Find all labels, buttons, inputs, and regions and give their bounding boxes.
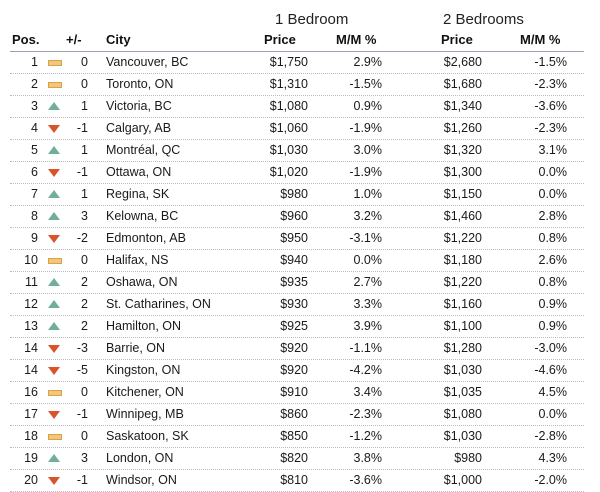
position-cell: 19 <box>24 451 38 465</box>
price-1br-cell: $980 <box>280 187 308 201</box>
table-row <box>10 118 584 140</box>
price-2br-cell: $1,100 <box>443 319 482 333</box>
change-cell: -5 <box>76 363 88 377</box>
price-2br-cell: $1,035 <box>443 385 482 399</box>
mm-1br-cell: 3.8% <box>353 451 382 465</box>
change-cell: 2 <box>81 319 88 333</box>
mm-1br-cell: -3.1% <box>349 231 382 245</box>
city-cell: Halifax, NS <box>106 253 169 267</box>
change-cell: 3 <box>81 209 88 223</box>
mm-1br-cell: 1.0% <box>353 187 382 201</box>
arrow-up-icon <box>48 322 60 330</box>
price-1br-cell: $960 <box>280 209 308 223</box>
header-price-2br: Price <box>441 32 473 47</box>
mm-1br-cell: -1.2% <box>349 429 382 443</box>
column-header-row <box>0 32 600 50</box>
position-cell: 13 <box>24 319 38 333</box>
change-cell: 1 <box>81 187 88 201</box>
change-cell: 1 <box>81 143 88 157</box>
arrow-up-icon <box>48 146 60 154</box>
table-row <box>10 448 584 470</box>
price-1br-cell: $820 <box>280 451 308 465</box>
table-row <box>10 382 584 404</box>
city-cell: Montréal, QC <box>106 143 181 157</box>
table-row <box>10 316 584 338</box>
city-cell: Kelowna, BC <box>106 209 179 223</box>
mm-2br-cell: 0.9% <box>538 319 567 333</box>
price-1br-cell: $950 <box>280 231 308 245</box>
table-row <box>10 96 584 118</box>
table-row <box>10 140 584 162</box>
change-cell: 3 <box>81 451 88 465</box>
mm-1br-cell: 0.9% <box>353 99 382 113</box>
arrow-down-icon <box>48 477 60 485</box>
mm-2br-cell: -4.6% <box>534 363 567 377</box>
mm-2br-cell: -2.3% <box>534 121 567 135</box>
position-cell: 12 <box>24 297 38 311</box>
mm-2br-cell: 2.8% <box>538 209 567 223</box>
table-row <box>10 250 584 272</box>
mm-1br-cell: 3.0% <box>353 143 382 157</box>
change-cell: -2 <box>76 231 88 245</box>
position-cell: 6 <box>31 165 38 179</box>
change-cell: -1 <box>76 407 88 421</box>
price-2br-cell: $1,220 <box>443 275 482 289</box>
mm-1br-cell: 3.3% <box>353 297 382 311</box>
price-2br-cell: $1,280 <box>443 341 482 355</box>
price-1br-cell: $1,020 <box>269 165 308 179</box>
mm-2br-cell: -2.8% <box>534 429 567 443</box>
price-2br-cell: $1,000 <box>443 473 482 487</box>
mm-1br-cell: 3.9% <box>353 319 382 333</box>
group-header-one-bedroom: 1 Bedroom <box>275 11 349 28</box>
price-2br-cell: $1,340 <box>443 99 482 113</box>
position-cell: 18 <box>24 429 38 443</box>
table-row <box>10 404 584 426</box>
table-row <box>10 272 584 294</box>
price-2br-cell: $1,460 <box>443 209 482 223</box>
position-cell: 7 <box>31 187 38 201</box>
mm-1br-cell: -1.9% <box>349 165 382 179</box>
change-cell: -1 <box>76 165 88 179</box>
city-cell: Saskatoon, SK <box>106 429 189 443</box>
mm-2br-cell: 0.0% <box>538 165 567 179</box>
position-cell: 16 <box>24 385 38 399</box>
mm-1br-cell: -2.3% <box>349 407 382 421</box>
city-cell: Kitchener, ON <box>106 385 184 399</box>
position-cell: 14 <box>24 363 38 377</box>
arrow-down-icon <box>48 125 60 133</box>
change-cell: -1 <box>76 473 88 487</box>
change-cell: 2 <box>81 297 88 311</box>
city-cell: Regina, SK <box>106 187 170 201</box>
arrow-up-icon <box>48 278 60 286</box>
price-2br-cell: $1,160 <box>443 297 482 311</box>
position-cell: 4 <box>31 121 38 135</box>
mm-2br-cell: -2.0% <box>534 473 567 487</box>
position-cell: 10 <box>24 253 38 267</box>
mm-1br-cell: -1.1% <box>349 341 382 355</box>
arrow-down-icon <box>48 169 60 177</box>
price-1br-cell: $930 <box>280 297 308 311</box>
position-cell: 5 <box>31 143 38 157</box>
header-change: +/- <box>66 32 82 47</box>
mm-2br-cell: 4.5% <box>538 385 567 399</box>
position-cell: 17 <box>24 407 38 421</box>
city-cell: London, ON <box>106 451 174 465</box>
table-row <box>10 470 584 492</box>
arrow-up-icon <box>48 212 60 220</box>
mm-2br-cell: -2.3% <box>534 77 567 91</box>
mm-1br-cell: 0.0% <box>353 253 382 267</box>
header-mm-1br: M/M % <box>336 32 377 47</box>
price-2br-cell: $1,300 <box>443 165 482 179</box>
mm-1br-cell: -1.5% <box>349 77 382 91</box>
city-cell: Hamilton, ON <box>106 319 182 333</box>
arrow-down-icon <box>48 411 60 419</box>
price-1br-cell: $925 <box>280 319 308 333</box>
header-price-1br: Price <box>264 32 296 47</box>
table-row <box>10 338 584 360</box>
position-cell: 2 <box>31 77 38 91</box>
change-cell: 0 <box>81 253 88 267</box>
city-cell: Windsor, ON <box>106 473 177 487</box>
mm-1br-cell: -1.9% <box>349 121 382 135</box>
price-1br-cell: $940 <box>280 253 308 267</box>
change-cell: 0 <box>81 385 88 399</box>
city-cell: St. Catharines, ON <box>106 297 211 311</box>
price-1br-cell: $1,310 <box>269 77 308 91</box>
price-2br-cell: $980 <box>454 451 482 465</box>
no-change-icon <box>48 82 62 88</box>
arrow-up-icon <box>48 190 60 198</box>
position-cell: 20 <box>24 473 38 487</box>
mm-1br-cell: 2.7% <box>353 275 382 289</box>
city-cell: Ottawa, ON <box>106 165 172 179</box>
city-cell: Victoria, BC <box>106 99 172 113</box>
no-change-icon <box>48 258 62 264</box>
mm-1br-cell: 2.9% <box>353 55 382 69</box>
table-row <box>10 426 584 448</box>
change-cell: -1 <box>76 121 88 135</box>
change-cell: 1 <box>81 99 88 113</box>
price-1br-cell: $850 <box>280 429 308 443</box>
price-2br-cell: $1,030 <box>443 429 482 443</box>
city-cell: Edmonton, AB <box>106 231 186 245</box>
table-row <box>10 360 584 382</box>
mm-2br-cell: 4.3% <box>538 451 567 465</box>
position-cell: 1 <box>31 55 38 69</box>
mm-2br-cell: -1.5% <box>534 55 567 69</box>
price-2br-cell: $1,150 <box>443 187 482 201</box>
arrow-down-icon <box>48 367 60 375</box>
city-cell: Kingston, ON <box>106 363 181 377</box>
table-row <box>10 206 584 228</box>
header-city: City <box>106 32 131 47</box>
price-1br-cell: $920 <box>280 341 308 355</box>
mm-1br-cell: 3.2% <box>353 209 382 223</box>
price-2br-cell: $1,080 <box>443 407 482 421</box>
price-1br-cell: $860 <box>280 407 308 421</box>
price-1br-cell: $1,750 <box>269 55 308 69</box>
price-2br-cell: $1,320 <box>443 143 482 157</box>
price-2br-cell: $1,180 <box>443 253 482 267</box>
city-cell: Vancouver, BC <box>106 55 189 69</box>
city-cell: Barrie, ON <box>106 341 166 355</box>
no-change-icon <box>48 60 62 66</box>
table-row <box>10 74 584 96</box>
price-1br-cell: $935 <box>280 275 308 289</box>
mm-2br-cell: 0.8% <box>538 231 567 245</box>
header-mm-2br: M/M % <box>520 32 561 47</box>
price-2br-cell: $2,680 <box>443 55 482 69</box>
city-cell: Toronto, ON <box>106 77 174 91</box>
price-1br-cell: $1,030 <box>269 143 308 157</box>
price-1br-cell: $920 <box>280 363 308 377</box>
price-2br-cell: $1,030 <box>443 363 482 377</box>
no-change-icon <box>48 434 62 440</box>
arrow-up-icon <box>48 102 60 110</box>
price-1br-cell: $810 <box>280 473 308 487</box>
price-2br-cell: $1,260 <box>443 121 482 135</box>
position-cell: 14 <box>24 341 38 355</box>
price-2br-cell: $1,680 <box>443 77 482 91</box>
position-cell: 8 <box>31 209 38 223</box>
mm-2br-cell: -3.0% <box>534 341 567 355</box>
mm-1br-cell: -3.6% <box>349 473 382 487</box>
arrow-up-icon <box>48 300 60 308</box>
mm-1br-cell: -4.2% <box>349 363 382 377</box>
group-header-two-bedrooms: 2 Bedrooms <box>443 11 524 28</box>
city-cell: Calgary, AB <box>106 121 172 135</box>
mm-2br-cell: 0.0% <box>538 407 567 421</box>
table-row <box>10 228 584 250</box>
position-cell: 11 <box>25 275 38 289</box>
arrow-up-icon <box>48 454 60 462</box>
position-cell: 3 <box>31 99 38 113</box>
city-cell: Winnipeg, MB <box>106 407 184 421</box>
header-pos: Pos. <box>12 32 40 47</box>
change-cell: 0 <box>81 77 88 91</box>
position-cell: 9 <box>31 231 38 245</box>
arrow-down-icon <box>48 235 60 243</box>
no-change-icon <box>48 390 62 396</box>
mm-2br-cell: 0.9% <box>538 297 567 311</box>
mm-2br-cell: 3.1% <box>538 143 567 157</box>
arrow-down-icon <box>48 345 60 353</box>
price-1br-cell: $1,080 <box>269 99 308 113</box>
table-row <box>10 52 584 74</box>
price-1br-cell: $1,060 <box>269 121 308 135</box>
table-row <box>10 162 584 184</box>
change-cell: 0 <box>81 55 88 69</box>
change-cell: 2 <box>81 275 88 289</box>
price-1br-cell: $910 <box>280 385 308 399</box>
change-cell: -3 <box>76 341 88 355</box>
city-cell: Oshawa, ON <box>106 275 178 289</box>
price-2br-cell: $1,220 <box>443 231 482 245</box>
mm-2br-cell: 2.6% <box>538 253 567 267</box>
change-cell: 0 <box>81 429 88 443</box>
table-row <box>10 184 584 206</box>
table-body <box>10 52 584 492</box>
table-row <box>10 294 584 316</box>
mm-1br-cell: 3.4% <box>353 385 382 399</box>
mm-2br-cell: -3.6% <box>534 99 567 113</box>
mm-2br-cell: 0.8% <box>538 275 567 289</box>
mm-2br-cell: 0.0% <box>538 187 567 201</box>
